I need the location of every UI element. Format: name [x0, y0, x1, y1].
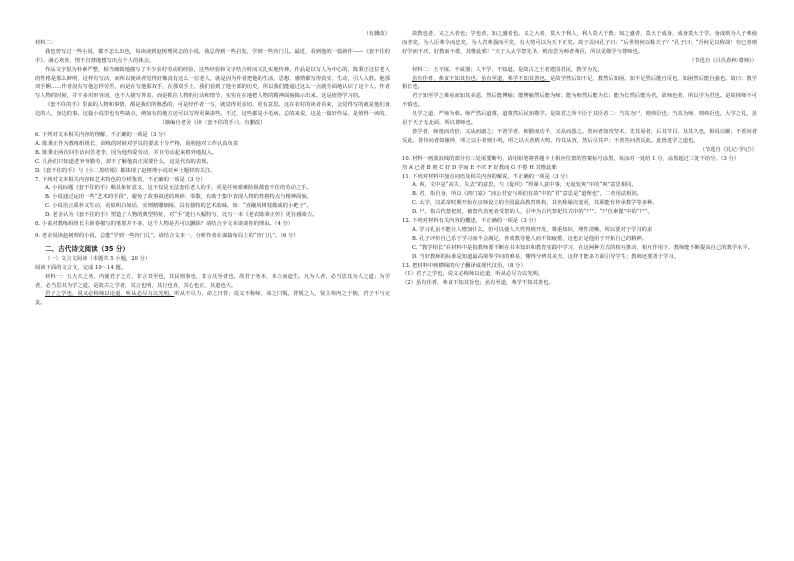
paragraph: 作品文字很为朴素严整，相当细致地描写了不少农村劳动的经验，这些经验和文字结合时而又扎实地传神。作品是以写人为中心的。陈秉正这位老人的性格是那么鲜明，这样有写活，而所以使读者觉得好像真有这么一位老人，就是因为作者把他的生活、思想、感情都写得真实、生动，引人入胜。他那双手啊……作者没有写他怎样劳苦，而是在写他那双手，在那双手上，我们看到了他全部的历史，所以我们能通过这么一点就全面地认识了这个人。作者写人物的时候，并不多用形容词，也不大描写外表，而是抓住人物的行动和情节，实实在在地把人物的精神面貌揭示出来。这是值得学习的。: [35, 66, 390, 100]
option-b: B. 陈秉正两次回手访问苦老李，因为他热爱劳动，并且劳动起来格外地投入。: [35, 149, 218, 156]
paragraph: [35, 290, 390, 308]
left-column: [35, 30, 390, 308]
option-a: A. 学习孔虽不能让人增加什么，但可以使人天性得到开发，尊重知识，理性清晰，所以要对于学习的求: [412, 226, 653, 233]
section-heading: 二、古代诗文阅读（35 分）: [45, 244, 130, 253]
option-a: A. 爽，文中是“丧失、失去”的意思，与《促织》“得谨人意中事，无毫发爽”中的“爽”意思相同。: [412, 182, 637, 189]
option-c: C. 太学，汉武帝时期开始在京师设立的全国最高教育机构，其名称屡次变更，其职能有传承教学等多种。: [412, 200, 658, 207]
paragraph: [402, 75, 757, 93]
paragraph: 君子知至学之难易而知其美恶，然后能博喻；能博喻然后能为师；能为师然后能为长；能为长然后能为君。故师也者，所以学为君也。是故择师不可不慎也。: [402, 93, 757, 109]
material-heading: 材料二：玉不琢，不成器；人不学，不知道。是故古之王者建国君民，教学为先。: [412, 66, 603, 73]
paragraph: 凡学之道，严师为难。师严然后道尊，道尊然后民知敬学。是故君之所不臣于其臣者二：当其为尸，则弗臣也；当其为师，则弗臣也。大学之礼，虽诏于天子无北面，所以尊师也。: [402, 111, 757, 127]
paragraph: 善学者，师逸而功倍，又从而庸之；不善学者，师勤而功半，又从而怨之。善问者如攻坚木，先其易者，后其节目，及其久也，相说以解；不善问者反此。善待问者如撞钟，叩之以小者则小鸣，叩之以大者则大鸣，待其从容，然后尽其声；不善答问者反此。此皆进学之道也。: [402, 128, 757, 144]
paragraph: 《套不住的手》里面的人物和事情，都是我们所熟悉的，可是经作者一写，就觉得更亲切、更有意思。这在农村的读者看来，会觉得写的就是他们身边的人、身边的事。这篇小说里也有些缺点，例如有的地方还可以写得更紧凑些。不过，这些都是小毛病。总的来说，这是一篇好作品，是值得一读的。: [35, 102, 390, 118]
option-d: D.《套不住的手》与《小二黑结婚》都体现了赵树理小说对乡土题材的关注。: [35, 167, 216, 174]
source-attribution: （节选自《吕氏春秋·尊师》）: [689, 57, 757, 64]
option-b: B. 小说通过运用一些“艺术的手段”，避免了故事叙述的琐碎、零散，有助于集中表现人物的性格特点与精神面貌。: [45, 194, 312, 201]
subsection-heading: （一）文言文阅读（本题共 5 小题，20 分）: [45, 255, 151, 262]
instruction: 阅读下面的文言文，完成 10～14 题。: [35, 264, 127, 271]
question-11: 11. 下列对材料中加点词语及相关内容的解说，不正确的一项是（3 分）: [402, 173, 571, 180]
material-heading: 材料二：: [35, 39, 57, 46]
question-10-options: 勿 A 已者 B 则 C 好 D 学而 E 不厌 F 好教而 G 不倦 H 其惟此邪: [402, 164, 557, 171]
question-9: 9. 老舍说读赵树理的小说，总能“学到一些窍门儿”。请结合文本一，分析作者在谋篇布局上的“窍门儿”。（6 分）: [35, 232, 299, 239]
question-6: 6. 下列对文本相关内容的理解，不正确的一项是（3 分）: [35, 131, 169, 138]
option-b: B. 孔子评价自己乐于学习而不会满足，喜欢教导他人而不知疲倦，这也正是他用于开拓自己的精神。: [412, 235, 648, 242]
option-c: C. 儿孙们只知道老爷爷勤劳，却不了解他真正需要什么，这是代沟的表现。: [35, 158, 212, 165]
option-d: D. 老舍认为《套不住的手》塑造了人物的典型特征，对“手”进行大幅特写，比写一本《老农陈秉正传》更有感染力。: [45, 212, 318, 219]
paragraph: 故教也者，义之大者也；学也者，知之盛者也。义之大者，莫大于利人，利人莫大于教；知之盛者，莫大于成身，成身莫大于学。身成则为人子弗使而孝矣，为人臣弗令而忠矣，为人君弗强而平矣，有大势可以为天下正矣。故子贡问孔子曰：“后世将何以称夫子？”孔子曰：“吾何足以称哉！勿已者则好学而不厌，好教而不倦，其惟此邪！”天子入太学祭先圣，则齿尝为师者弗臣，所以见敬学与尊师也。: [402, 31, 757, 55]
option-d: D. 当好教师的标准是知道最高境界学问的难易，懂得分辨其美丑，这样才能多方面引导学生；教师还要善于学习。: [412, 253, 679, 260]
source-attribution: （节选自《礼记·学记》）: [699, 146, 757, 153]
underlined-sentence: 君子之学也，说义必称师以论道，听从必尽力以光明。: [45, 291, 175, 298]
question-7: 7. 下列对文本相关内容和艺术特色的分析鉴赏，不正确的一项是（3 分）: [35, 176, 206, 183]
source-attribution: （摘编自老舍《读〈套不住的手〉》，有删改）: [159, 120, 266, 127]
option-d: D. 尸，指古代祭祀时，被祭代表死者受祭的人，引申为古代祭祀仪式中的“尸”，“尸位素餐”中的“尸”。: [412, 209, 653, 216]
option-b: B. 君，指自身，所以《鸿门宴》“沛公君安与项伯有故”中的“君”意思是“道理也”，二者用法相同。: [412, 191, 643, 198]
underlined-sentence: 虽有佳肴，弗食不知其旨也；虽有至道，弗学不知其善也。: [412, 75, 550, 82]
translation-item: （2）虽有佳肴，弗食不知其旨也；虽有至道，弗学不知其善也。: [402, 280, 554, 287]
source-attribution: （有删改）: [363, 31, 390, 37]
option-c: C. 小说语言质朴又生动，看似明白如话，实则精雕细琢，具有独特的艺术韵味，如：“直穰用树枝做成的小耙子”。: [45, 203, 312, 210]
paragraph: 材料一：五大夫之务，内使君子之方，非言其至也，其民则事也，非言其至者也。故君子务本，本立而道生。凡为人者，必当思其为人之道；为学者，必当思其为学之道。是故古之学者，其言也明，其行也直，其心也正，其道也大。: [35, 273, 390, 289]
question-10: 10. 材料一画波浪线的部分有三处需要断句，请用铅笔将答题卡上相应位置的答案标号涂黑，每涂对一处给 1 分，涂黑超过三处不给分。（3 分）: [402, 155, 740, 162]
question-8: 8. 小说对教练组组长主新春描写的笔墨并不多，这个人物是否可以删除？请结合全文本谈谈你的理由。（4 分）: [35, 221, 294, 228]
option-a: A. 陈秉正作为教练组组长，训练的时候对学员的要求十分严格，说明他对工作认真负责: [35, 140, 239, 147]
paragraph: 我也曾写过一些小说，都不怎么出色，每读读到赵树理同志的小说，我总得到一些启发，学到一些窍门儿。最近，看到他的一篇新作——《套不住的手》，满心欢喜，情不自禁地想写出点个人的体会。: [35, 48, 390, 64]
translation-item: （1）君子之学也，说义必称师以论道，听从必尽力以光明。: [402, 271, 544, 278]
right-column: [402, 30, 757, 288]
text-run: 是故学然后知不足，教然后知困。知不足然后能自反也，知困然后能自强也。故曰：教学相长也。: [402, 75, 757, 91]
text-run: 听从不尽力，命之曰背；说义不称师，命之曰叛。背叛之人，贤主弗内之于朝，君子不与交友。: [35, 291, 390, 307]
option-c: C. “教学相长”在材料中是指教师要不断在书本知识和教育实践中学习，在这两种方式的相互推动、相互作用下，教师能不断提高自己的教学水平。: [412, 244, 754, 251]
option-a: A. 小说标题《套不住的手》颇具象征意义，这不仅是无法套住老人的手，更是任何艰难险阻都套不住的劳动之手。: [45, 185, 312, 192]
question-13: 13. 把材料中画横线的句子翻译成现代汉语。（8 分）: [402, 262, 526, 269]
question-12: 12. 下列对材料有关内容的概述，不正确的一项是（3 分）: [402, 218, 539, 225]
